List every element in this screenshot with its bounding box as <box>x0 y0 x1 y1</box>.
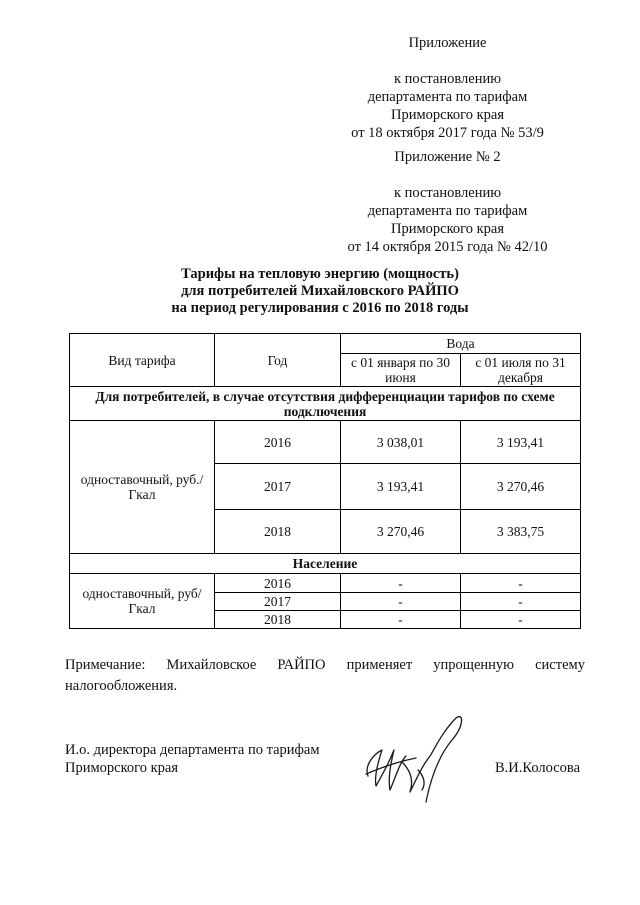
title-line: Тарифы на тепловую энергию (мощность) <box>181 266 459 282</box>
cell-year: 2018 <box>215 611 341 629</box>
signatory-name: В.И.Колосова <box>495 760 581 776</box>
cell-year: 2017 <box>215 464 341 510</box>
position-line: Приморского края <box>65 760 179 776</box>
section-1-title: Для потребителей, в случае отсутствия дифференциации тарифов по схеме подключения <box>70 387 581 421</box>
cell-period-1: - <box>341 574 461 593</box>
appendix-1-header <box>320 34 575 142</box>
table-row <box>70 421 581 464</box>
table-row <box>70 574 581 593</box>
note-paragraph <box>65 655 585 697</box>
note-word: Примечание: <box>65 657 146 673</box>
note-line-2: налогообложения. <box>65 678 178 694</box>
note-word: систему <box>535 657 585 673</box>
appendix-2-title: Приложение № 2 <box>394 149 501 165</box>
appendix-2-line: к постановлению <box>393 185 502 201</box>
appendix-2-header <box>320 148 575 256</box>
col-header-tariff-type: Вид тарифа <box>70 334 215 387</box>
cell-year: 2017 <box>215 593 341 611</box>
appendix-2-line: Приморского края <box>390 221 504 237</box>
cell-year: 2016 <box>215 574 341 593</box>
position-line: И.о. директора департамента по тарифам <box>65 742 320 758</box>
title-line: на период регулирования с 2016 по 2018 годы <box>171 300 469 316</box>
cell-period-1: 3 270,46 <box>341 510 461 554</box>
section-2-title: Население <box>70 554 581 574</box>
appendix-1-line: к постановлению <box>393 71 502 87</box>
cell-period-2: 3 193,41 <box>461 421 581 464</box>
cell-period-2: 3 383,75 <box>461 510 581 554</box>
note-word: упрощенную <box>433 657 515 673</box>
tariff-table <box>69 333 581 629</box>
col-header-year: Год <box>215 334 341 387</box>
col-header-water: Вода <box>341 334 581 354</box>
cell-period-1: 3 193,41 <box>341 464 461 510</box>
note-word: РАЙПО <box>277 657 326 673</box>
col-header-period-1: с 01 января по 30 июня <box>341 354 461 387</box>
signatory-position <box>65 741 320 777</box>
appendix-1-title: Приложение <box>408 35 487 51</box>
appendix-1-line: департамента по тарифам <box>367 89 528 105</box>
col-header-period-2: с 01 июля по 31 декабря <box>461 354 581 387</box>
cell-period-2: - <box>461 593 581 611</box>
cell-period-2: - <box>461 611 581 629</box>
cell-period-1: - <box>341 593 461 611</box>
note-line-1 <box>65 655 585 676</box>
note-word: применяет <box>346 657 413 673</box>
appendix-2-line: департамента по тарифам <box>367 203 528 219</box>
note-word: Михайловское <box>166 657 257 673</box>
handwritten-signature <box>360 710 480 810</box>
section-2-tariff: одноставочный, руб/Гкал <box>70 574 215 629</box>
cell-year: 2018 <box>215 510 341 554</box>
cell-period-2: 3 270,46 <box>461 464 581 510</box>
document-title <box>0 266 640 317</box>
appendix-1-line: Приморского края <box>390 107 504 123</box>
cell-period-2: - <box>461 574 581 593</box>
cell-period-1: - <box>341 611 461 629</box>
title-line: для потребителей Михайловского РАЙПО <box>181 283 459 299</box>
cell-period-1: 3 038,01 <box>341 421 461 464</box>
appendix-1-line: от 18 октября 2017 года № 53/9 <box>351 125 544 141</box>
section-1-tariff: одноставочный, руб./Гкал <box>70 421 215 554</box>
appendix-2-line: от 14 октября 2015 года № 42/10 <box>347 239 548 255</box>
cell-year: 2016 <box>215 421 341 464</box>
